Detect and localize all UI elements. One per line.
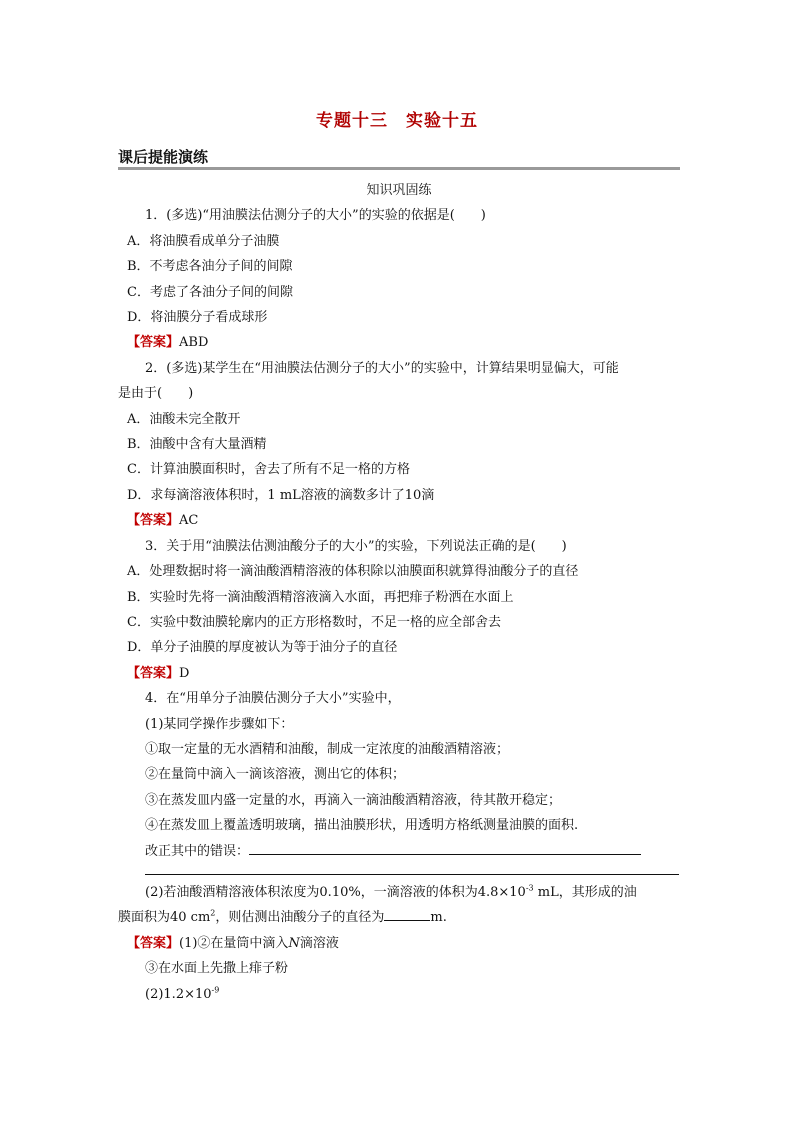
question-4-answer-2: ③在水面上先撒上痱子粉 bbox=[145, 961, 289, 977]
part-2-question: ，则估测出油酸分子的直径为 bbox=[215, 910, 385, 926]
question-1-option-b: B．不考虑各油分子间的间隙 bbox=[127, 259, 293, 275]
answer-value: (2)1.2×10 bbox=[145, 986, 212, 1002]
page-title: 专题十三 实验十五 bbox=[316, 111, 478, 131]
question-4-step-2: ②在量筒中滴入一滴该溶液，测出它的体积； bbox=[145, 767, 406, 783]
unit: m. bbox=[430, 910, 447, 926]
question-3-option-c: C．实验中数油膜轮廓内的正方形格数时，不足一格的应全部舍去 bbox=[127, 614, 501, 630]
question-1-option-d: D．将油膜分子看成球形 bbox=[127, 310, 268, 326]
question-1-option-a: A．将油膜看成单分子油膜 bbox=[127, 233, 280, 249]
exponent: -9 bbox=[211, 985, 220, 995]
part-2-area: 膜面积为40 cm bbox=[118, 910, 211, 926]
answer-tag: 【答案】 bbox=[127, 665, 180, 681]
variable-n: N bbox=[288, 935, 300, 951]
question-4-step-1: ①取一定量的无水酒精和油酸，制成一定浓度的油酸酒精溶液； bbox=[145, 741, 510, 757]
correction-blank[interactable] bbox=[249, 840, 641, 855]
correction-label: 改正其中的错误： bbox=[145, 843, 250, 859]
exercise-content bbox=[118, 178, 680, 1007]
exponent: 2 bbox=[210, 909, 216, 919]
correction-blank-2[interactable] bbox=[145, 864, 679, 875]
question-4-step-4: ④在蒸发皿上覆盖透明玻璃，描出油膜形状，用透明方格纸测量油膜的面积. bbox=[145, 818, 579, 834]
part-2-text: (2)若油酸酒精溶液体积浓度为0.10%，一滴溶液的体积为4.8×10 bbox=[145, 884, 526, 900]
section-divider bbox=[118, 167, 680, 170]
answer-value-cont: 滴溶液 bbox=[299, 935, 339, 951]
answer-tag: 【答案】 bbox=[127, 335, 180, 351]
exponent: -3 bbox=[525, 883, 534, 893]
question-1-answer bbox=[118, 330, 680, 355]
answer-value: AC bbox=[179, 513, 199, 529]
diameter-blank[interactable] bbox=[384, 908, 430, 921]
question-3-answer bbox=[118, 661, 680, 686]
part-2-text-cont: mL，其形成的油 bbox=[533, 884, 637, 900]
question-3-option-d: D．单分子油膜的厚度被认为等于油分子的直径 bbox=[127, 640, 398, 656]
question-4-part-1: (1)某同学操作步骤如下： bbox=[145, 716, 294, 732]
question-3-option-a: A．处理数据时将一滴油酸酒精溶液的体积除以油膜面积就算得油酸分子的直径 bbox=[127, 564, 579, 580]
question-2-answer bbox=[118, 508, 680, 533]
question-2-option-c: C．计算油膜面积时，舍去了所有不足一格的方格 bbox=[127, 462, 410, 478]
question-4-correction bbox=[118, 839, 680, 864]
question-1-stem: 1．(多选)“用油膜法估测分子的大小”的实验的依据是( ) bbox=[145, 208, 486, 224]
question-4-answer-3 bbox=[118, 982, 680, 1007]
question-3-stem: 3．关于用“油膜法估测油酸分子的大小”的实验，下列说法正确的是( ) bbox=[145, 538, 567, 554]
answer-value: (1)②在量筒中滴入 bbox=[179, 935, 289, 951]
question-4-part-2-cont bbox=[118, 905, 680, 930]
question-2-option-b: B．油酸中含有大量酒精 bbox=[127, 437, 267, 453]
answer-value: ABD bbox=[179, 335, 209, 351]
question-2-stem: 2．(多选)某学生在“用油膜法估测分子的大小”的实验中，计算结果明显偏大，可能 bbox=[145, 360, 619, 376]
question-4-stem: 4．在“用单分子油膜估测分子大小”实验中， bbox=[145, 691, 401, 707]
question-2-option-a: A．油酸未完全散开 bbox=[127, 411, 241, 427]
question-4-step-3: ③在蒸发皿内盛一定量的水，再滴入一滴油酸酒精溶液，待其散开稳定； bbox=[145, 792, 562, 808]
subheading: 知识巩固练 bbox=[366, 183, 432, 198]
answer-tag: 【答案】 bbox=[127, 513, 180, 529]
answer-value: D bbox=[179, 665, 190, 681]
question-3-option-b: B．实验时先将一滴油酸酒精溶液滴入水面，再把痱子粉洒在水面上 bbox=[127, 589, 514, 605]
question-4-part-2 bbox=[118, 880, 680, 905]
question-2-stem-cont: 是由于( ) bbox=[118, 386, 194, 402]
question-1-option-c: C．考虑了各油分子间的间隙 bbox=[127, 284, 293, 300]
section-heading: 课后提能演练 bbox=[118, 148, 209, 166]
answer-tag: 【答案】 bbox=[127, 935, 180, 951]
question-2-option-d: D．求每滴溶液体积时，1 mL溶液的滴数多计了10滴 bbox=[127, 487, 435, 503]
question-4-answer-1 bbox=[118, 931, 680, 956]
